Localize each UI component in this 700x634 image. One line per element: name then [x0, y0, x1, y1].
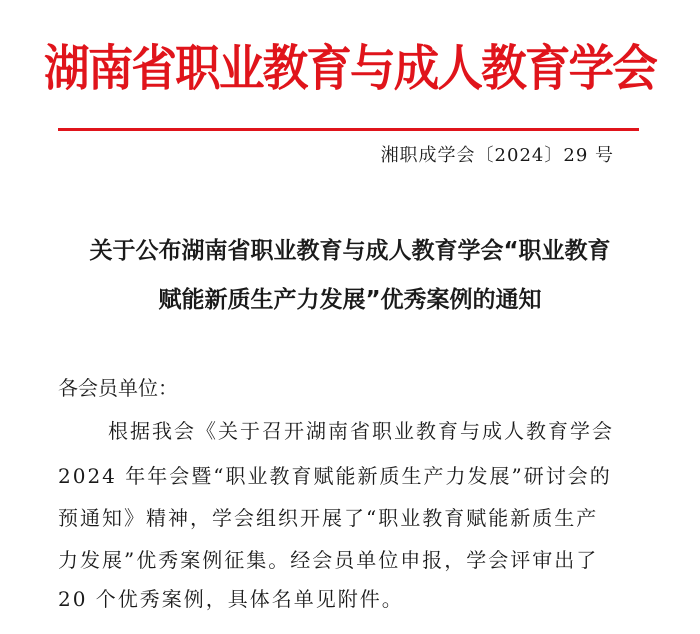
body-text-line: 20 个优秀案例，具体名单见附件。	[58, 587, 404, 611]
organization-title: 湖南省职业教育与成人教育学会	[44, 40, 656, 97]
body-text-line: 力发展”优秀案例征集。经会员单位申报，学会评审出了	[58, 548, 599, 572]
body-text-line: 2024 年年会暨“职业教育赋能新质生产力发展”研讨会的	[58, 464, 612, 488]
notice-title-line-2: 赋能新质生产力发展”优秀案例的通知	[158, 287, 542, 313]
header-red-rule	[58, 128, 639, 131]
body-text-line: 根据我会《关于召开湖南省职业教育与成人教育学会	[108, 419, 614, 443]
body-text-line: 预通知》精神，学会组织开展了“职业教育赋能新质生产	[58, 506, 599, 530]
salutation: 各会员单位：	[58, 376, 178, 400]
document-number: 湘职成学会〔2024〕29 号	[380, 145, 614, 166]
notice-title-line-1: 关于公布湖南省职业教育与成人教育学会“职业教育	[89, 238, 611, 264]
